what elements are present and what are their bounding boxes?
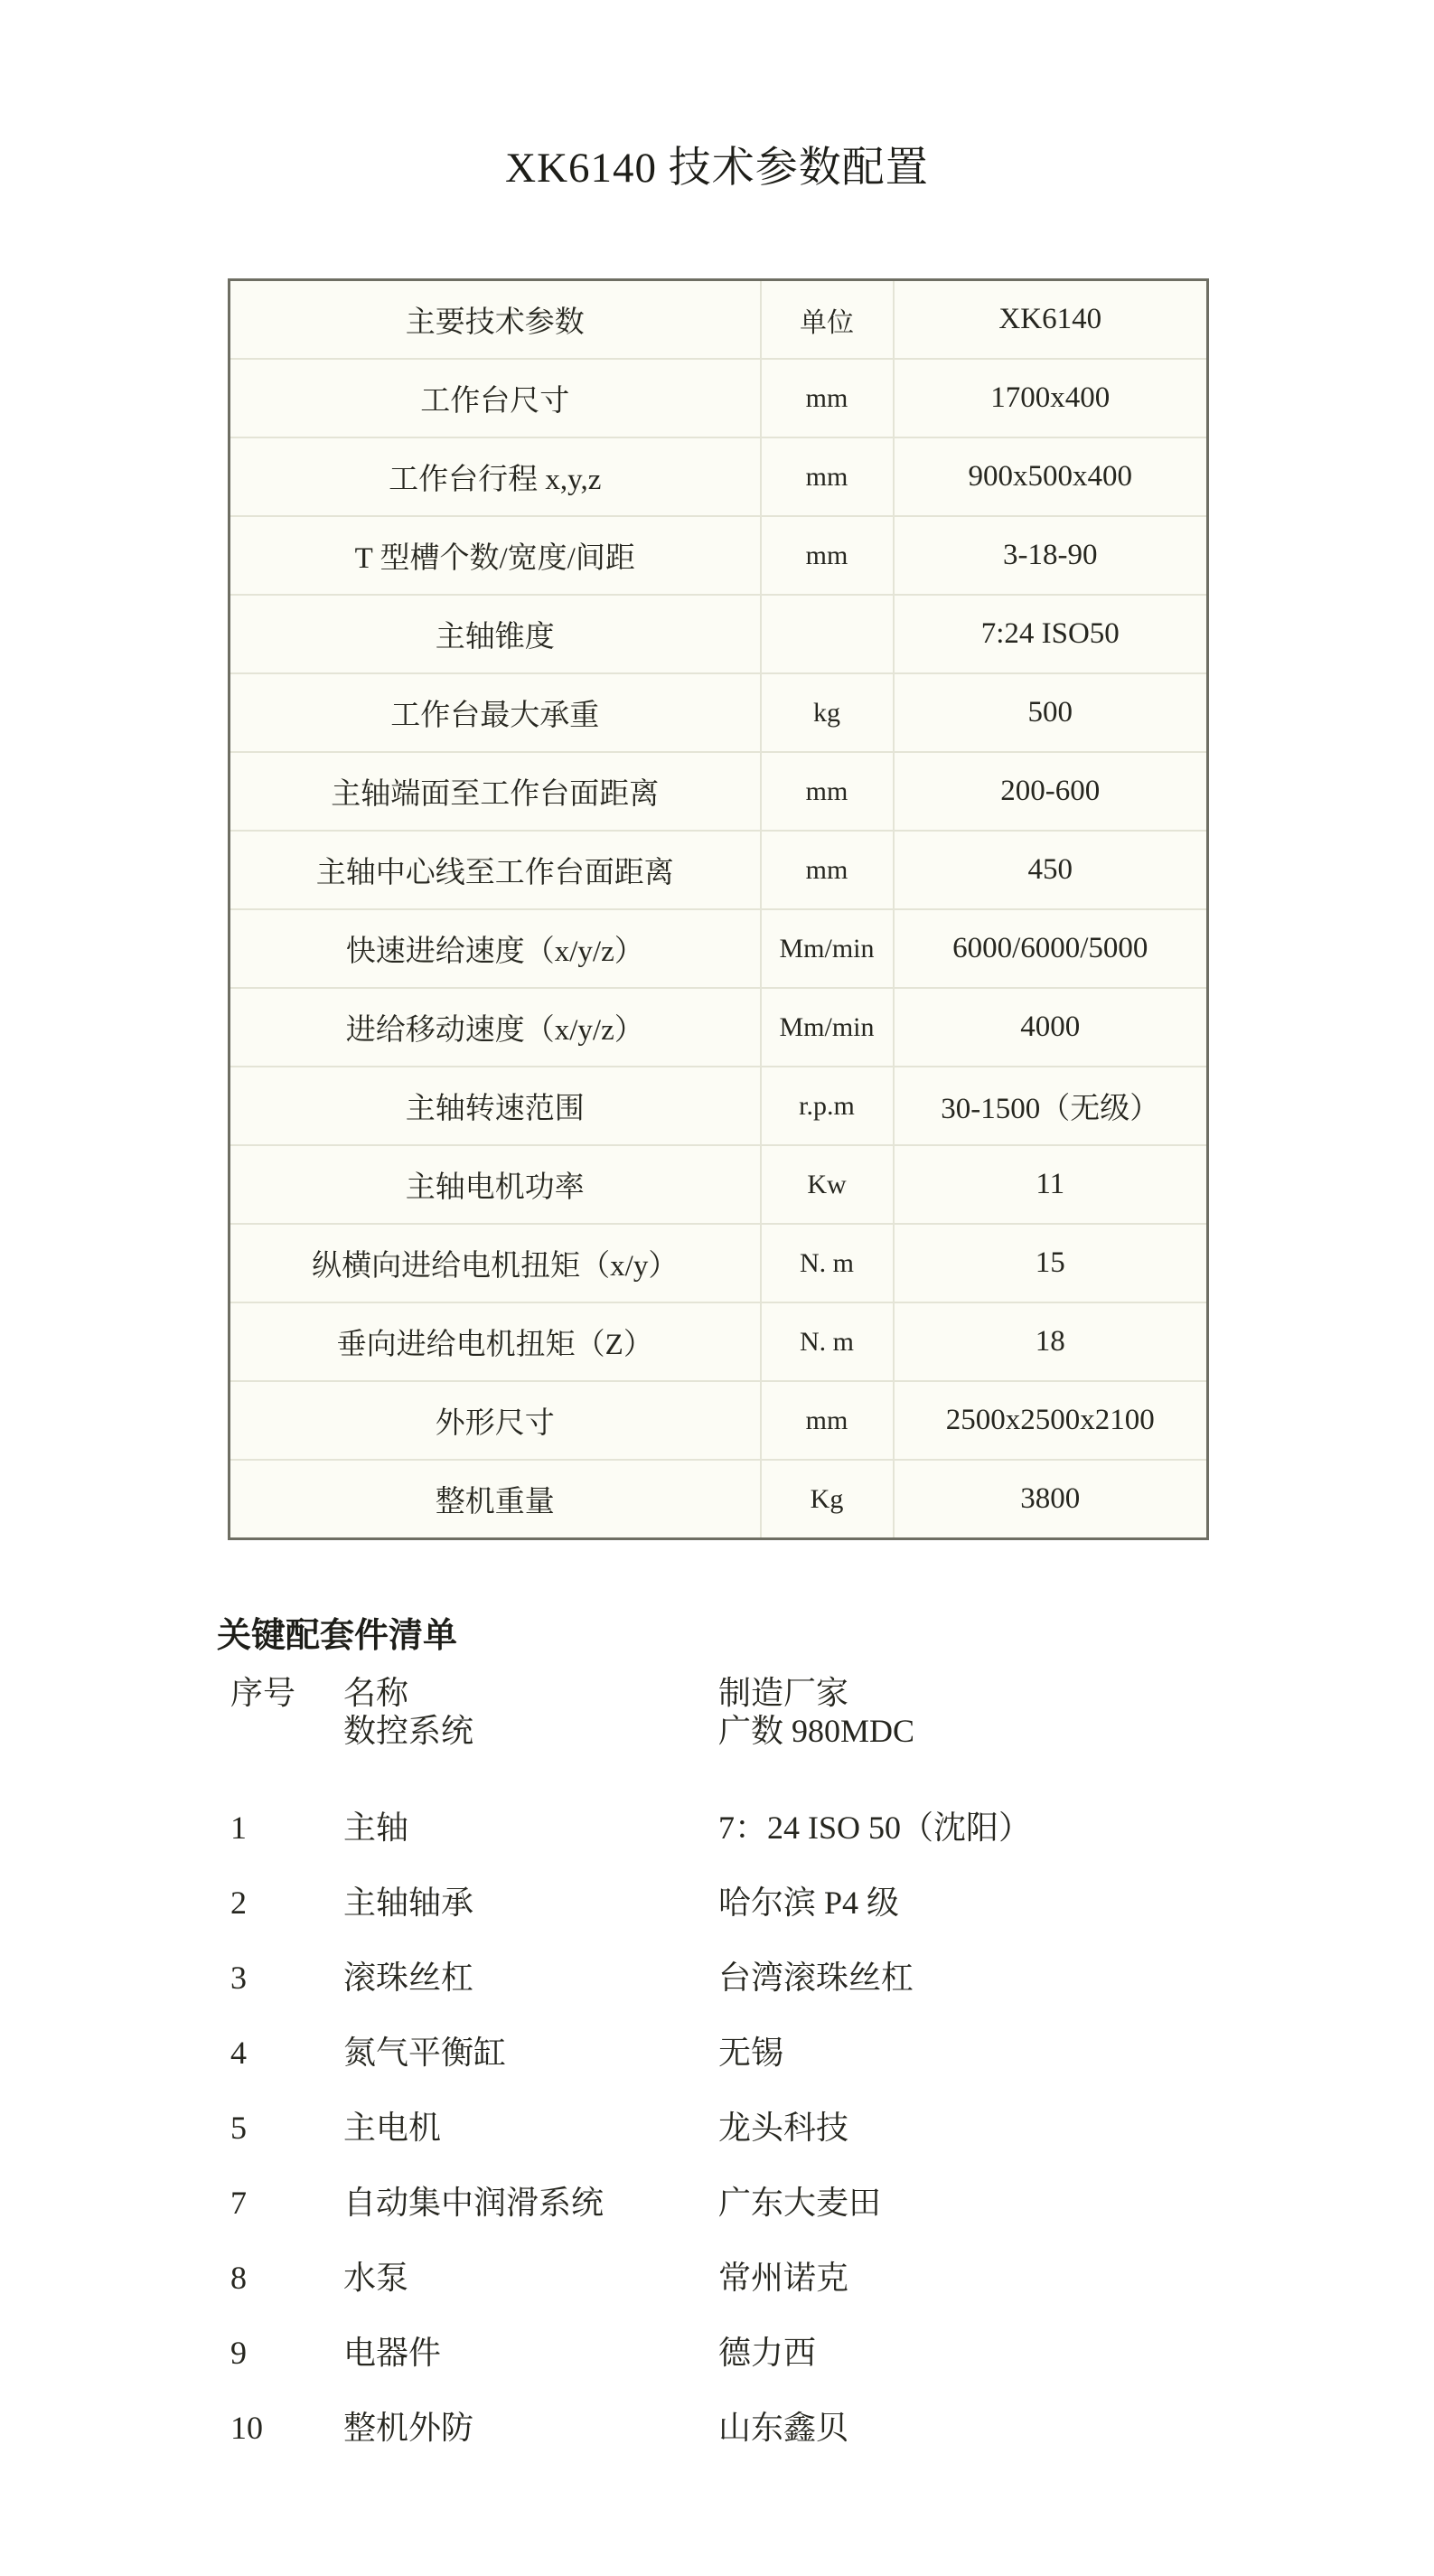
item-no: 5 xyxy=(230,2110,247,2146)
spec-model-header: XK6140 xyxy=(894,280,1208,360)
spec-param-cell: 工作台尺寸 xyxy=(230,359,761,437)
spec-value-cell: 3-18-90 xyxy=(894,516,1208,595)
spec-row xyxy=(230,909,1208,988)
spec-value-cell: 11 xyxy=(894,1145,1208,1224)
spec-param-cell: 主轴转速范围 xyxy=(230,1067,761,1145)
item-maker: 台湾滚珠丝杠 xyxy=(718,1960,914,1996)
item-maker: 哈尔滨 P4 级 xyxy=(718,1885,900,1921)
item-maker: 德力西 xyxy=(718,2335,817,2371)
item-no: 2 xyxy=(230,1885,247,1921)
spec-row xyxy=(230,831,1208,909)
spec-param-cell: 垂向进给电机扭矩（Z） xyxy=(230,1302,761,1381)
spec-unit-cell: r.p.m xyxy=(761,1067,894,1145)
components-col-no: 序号 xyxy=(230,1675,296,1711)
item-name: 主电机 xyxy=(343,2110,442,2146)
spec-row xyxy=(230,1224,1208,1302)
spec-unit-cell: Kw xyxy=(761,1145,894,1224)
spec-unit-cell: N. m xyxy=(761,1224,894,1302)
components-header-row xyxy=(230,1674,914,1750)
item-no: 8 xyxy=(230,2260,247,2296)
spec-header-row xyxy=(230,280,1208,360)
item-maker: 7：24 ISO 50（沈阳） xyxy=(718,1810,1032,1846)
item-no: 3 xyxy=(230,1960,247,1996)
spec-value-cell: 500 xyxy=(894,673,1208,752)
spec-unit-cell: Kg xyxy=(761,1460,894,1539)
spec-row xyxy=(230,673,1208,752)
spec-unit-cell: mm xyxy=(761,359,894,437)
spec-unit-cell: mm xyxy=(761,437,894,516)
page-title: XK6140 技术参数配置 xyxy=(505,145,929,192)
spec-row xyxy=(230,1067,1208,1145)
spec-table xyxy=(228,278,1209,1540)
spec-value-cell: 1700x400 xyxy=(894,359,1208,437)
components-header-cnc-label: 数控系统 xyxy=(343,1713,474,1749)
components-col-name: 名称 xyxy=(343,1675,409,1711)
item-no: 1 xyxy=(230,1810,247,1846)
item-maker: 广东大麦田 xyxy=(718,2185,882,2221)
spec-row xyxy=(230,1145,1208,1224)
components-list xyxy=(230,1808,1031,2483)
spec-value-cell: 15 xyxy=(894,1224,1208,1302)
spec-unit-cell: Mm/min xyxy=(761,909,894,988)
item-maker: 常州诺克 xyxy=(718,2260,849,2296)
spec-value-cell: 2500x2500x2100 xyxy=(894,1381,1208,1460)
components-header-spacer xyxy=(230,1712,343,1750)
item-name: 氮气平衡缸 xyxy=(343,2035,507,2071)
spec-value-cell: 900x500x400 xyxy=(894,437,1208,516)
spec-row xyxy=(230,1381,1208,1460)
spec-row xyxy=(230,437,1208,516)
spec-unit-cell: Mm/min xyxy=(761,988,894,1067)
spec-value-cell: 6000/6000/5000 xyxy=(894,909,1208,988)
spec-unit-cell: N. m xyxy=(761,1302,894,1381)
item-name: 主轴轴承 xyxy=(343,1885,474,1921)
spec-unit-cell: mm xyxy=(761,1381,894,1460)
spec-unit-cell: mm xyxy=(761,752,894,831)
spec-value-cell: 7:24 ISO50 xyxy=(894,595,1208,673)
spec-row xyxy=(230,359,1208,437)
spec-param-cell: 纵横向进给电机扭矩（x/y） xyxy=(230,1224,761,1302)
spec-value-cell: 200-600 xyxy=(894,752,1208,831)
item-name: 自动集中润滑系统 xyxy=(343,2185,605,2221)
spec-param-header: 主要技术参数 xyxy=(230,280,761,360)
spec-param-cell: 整机重量 xyxy=(230,1460,761,1539)
spec-value-cell: 3800 xyxy=(894,1460,1208,1539)
item-name: 主轴 xyxy=(343,1810,409,1846)
spec-unit-cell: mm xyxy=(761,831,894,909)
spec-param-cell: 进给移动速度（x/y/z） xyxy=(230,988,761,1067)
item-no: 4 xyxy=(230,2035,247,2071)
spec-param-cell: 外形尺寸 xyxy=(230,1381,761,1460)
spec-param-cell: 主轴中心线至工作台面距离 xyxy=(230,831,761,909)
spec-value-cell: 18 xyxy=(894,1302,1208,1381)
spec-unit-cell: kg xyxy=(761,673,894,752)
spec-unit-cell: mm xyxy=(761,516,894,595)
spec-value-cell: 30-1500（无级） xyxy=(894,1067,1208,1145)
spec-value-cell: 4000 xyxy=(894,988,1208,1067)
spec-unit-header: 单位 xyxy=(761,280,894,360)
item-name: 电器件 xyxy=(343,2335,442,2371)
spec-row xyxy=(230,1302,1208,1381)
spec-param-cell: 快速进给速度（x/y/z） xyxy=(230,909,761,988)
spec-row xyxy=(230,988,1208,1067)
spec-row xyxy=(230,752,1208,831)
spec-param-cell: 主轴端面至工作台面距离 xyxy=(230,752,761,831)
spec-param-cell: 工作台行程 x,y,z xyxy=(230,437,761,516)
components-col-maker: 制造厂家 xyxy=(718,1675,849,1711)
spec-row xyxy=(230,1460,1208,1539)
item-name: 水泵 xyxy=(343,2260,409,2296)
spec-unit-cell xyxy=(761,595,894,673)
item-no: 7 xyxy=(230,2185,247,2221)
spec-row xyxy=(230,516,1208,595)
spec-value-cell: 450 xyxy=(894,831,1208,909)
item-maker: 无锡 xyxy=(718,2035,784,2071)
item-no: 10 xyxy=(230,2410,263,2446)
spec-row xyxy=(230,595,1208,673)
spec-param-cell: T 型槽个数/宽度/间距 xyxy=(230,516,761,595)
spec-param-cell: 主轴电机功率 xyxy=(230,1145,761,1224)
item-maker: 山东鑫贝 xyxy=(718,2410,849,2446)
spec-param-cell: 工作台最大承重 xyxy=(230,673,761,752)
components-heading: 关键配套件清单 xyxy=(217,1617,458,1655)
components-header-cnc-value: 广数 980MDC xyxy=(718,1713,915,1749)
item-maker: 龙头科技 xyxy=(718,2110,849,2146)
spec-param-cell: 主轴锥度 xyxy=(230,595,761,673)
item-name: 滚珠丝杠 xyxy=(343,1960,474,1996)
item-no: 9 xyxy=(230,2335,247,2371)
item-name: 整机外防 xyxy=(343,2410,474,2446)
